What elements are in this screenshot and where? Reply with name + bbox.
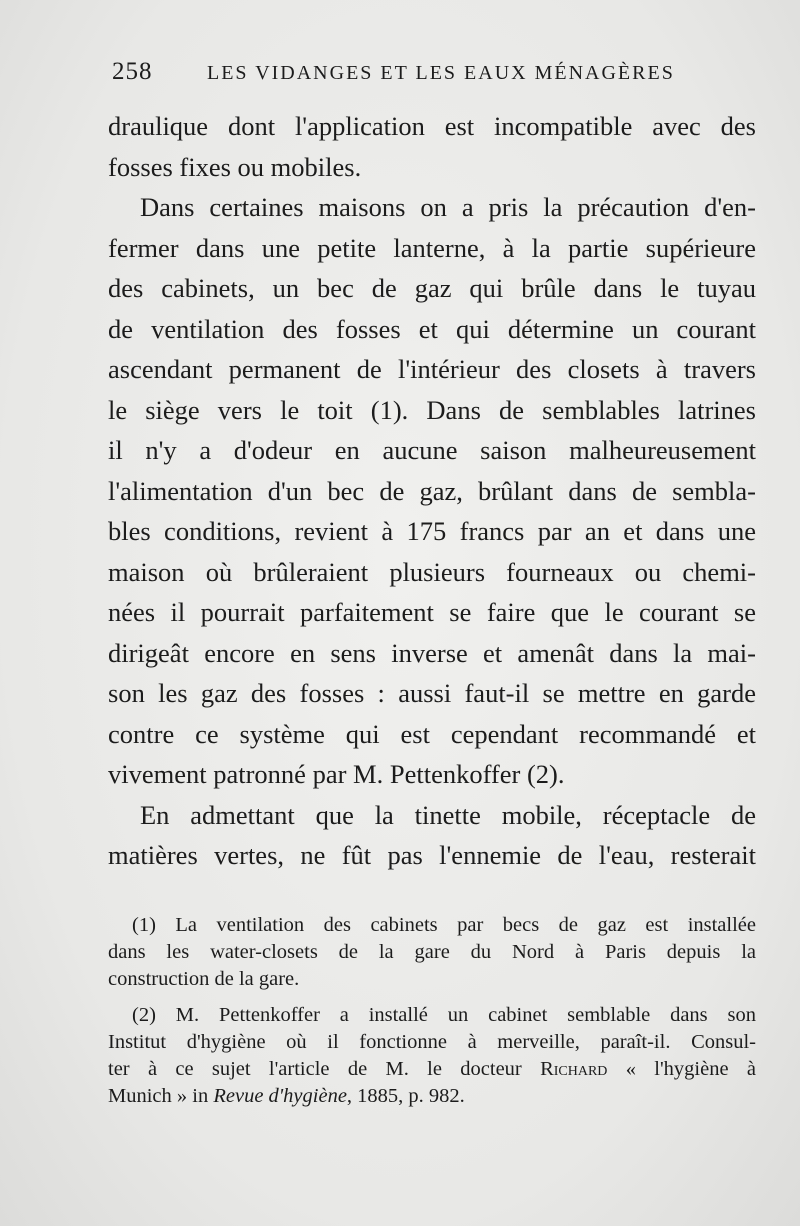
page-header (112, 58, 752, 92)
body-line: En admettant que la tinette mobile, réceptacle de (140, 799, 756, 830)
body-line: bles conditions, revient à 175 francs par an et dans une (108, 516, 756, 546)
footnote-2-line: (2) M. Pettenkoffer a installé un cabinet semblable dans son (132, 1003, 756, 1026)
body-line: le siège vers le toit (1). Dans de semblables latrines (108, 394, 756, 425)
body-text (108, 106, 756, 876)
body-line: draulique dont l'application est incompatible avec des (108, 111, 756, 141)
footnote-2-text: « l'hygiène à (607, 1058, 756, 1081)
body-line: vivement patronné par M. Pettenkoffer (2). (108, 759, 565, 789)
footnote-2-text: Munich » in (108, 1085, 214, 1108)
body-line: maison où brûleraient plusieurs fourneaux ou chemi- (108, 556, 756, 587)
body-line: ascendant permanent de l'intérieur des closets à travers (108, 354, 756, 384)
author-name: Richard (540, 1058, 608, 1081)
body-line: son les gaz des fosses : aussi faut-il se mettre en garde (108, 678, 756, 708)
footnote-1-line: dans les water-closets de la gare du Nord à Paris depuis la (108, 941, 756, 964)
body-line: nées il pourrait parfaitement se faire que le courant se (108, 597, 756, 627)
body-line: fermer dans une petite lanterne, à la partie supérieure (108, 232, 756, 263)
body-line: il n'y a d'odeur en aucune saison malheureusement (108, 435, 756, 465)
footnote-2-text: , 1885, p. 982. (346, 1085, 465, 1108)
journal-title: Revue d'hygiène (213, 1085, 347, 1108)
footnote-2-line (108, 1083, 756, 1110)
page-number: 258 (112, 58, 153, 85)
footnote-2-line (108, 1056, 756, 1083)
footnote-2-text: ter à ce sujet l'article de M. le docteur (108, 1058, 541, 1081)
body-line: Dans certaines maisons on a pris la précaution d'en- (140, 192, 756, 222)
body-line: l'alimentation d'un bec de gaz, brûlant dans de sembla- (108, 475, 756, 506)
footnote-1-line: (1) La ventilation des cabinets par becs de gaz est installée (132, 914, 756, 936)
body-line: fosses fixes ou mobiles. (108, 151, 362, 182)
body-line: contre ce système qui est cependant recommandé et (108, 718, 756, 749)
body-line: des cabinets, un bec de gaz qui brûle dans le tuyau (108, 273, 756, 303)
body-line: matières vertes, ne fût pas l'ennemie de l'eau, resterait (108, 840, 756, 870)
footnote-2-line: Institut d'hygiène où il fonctionne à merveille, paraît-il. Consul- (108, 1030, 756, 1053)
footnotes (108, 912, 756, 1110)
running-head: LES VIDANGES ET LES EAUX MÉNAGÈRES (207, 62, 675, 84)
body-line: de ventilation des fosses et qui détermine un courant (108, 313, 756, 344)
body-line: dirigeât encore en sens inverse et amenât dans la mai- (108, 637, 756, 668)
footnote-1-line: construction de la gare. (108, 968, 300, 991)
